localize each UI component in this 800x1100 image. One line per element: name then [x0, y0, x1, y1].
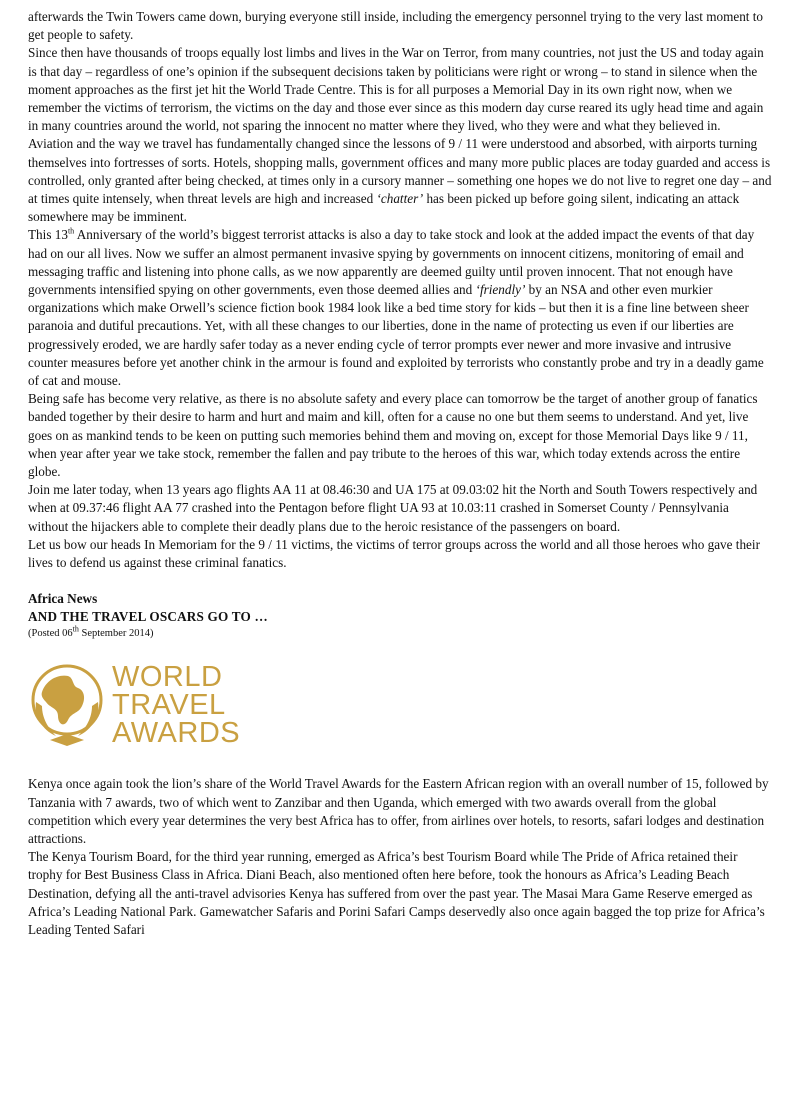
article-title: AND THE TRAVEL OSCARS GO TO … [28, 609, 268, 625]
paragraph-aviation [28, 135, 772, 226]
article-body [28, 775, 772, 939]
logo-line-world: WORLD [112, 661, 223, 694]
paragraph-aviation-text-end: has been picked up before going silent, indicating an attack somewhere may be imminent. [28, 191, 740, 225]
chatter-italic: ‘chatter’ [376, 191, 424, 207]
document-page [28, 8, 772, 939]
paragraph-anniversary [28, 226, 772, 390]
paragraph-twin-towers: afterwards the Twin Towers came down, burying everyone still inside, including the emergency personnel trying to the very last moment to get people to safety. [28, 9, 764, 43]
anniversary-prefix: This 13 [28, 227, 68, 243]
section-heading: Africa News [28, 591, 98, 607]
posted-suffix: September 2014) [78, 628, 154, 640]
anniversary-text-end: by an NSA and other even murkier organizations which make Orwell’s science fiction book 1984 look like a bed time story for kids – but then it is a fine line between sheer paranoia and dutiful precautions. Yet, with all these changes to our liberties, done in the name of protecting us even if our liberties are progressively eroded, we are hardly safer today as a never ending cycle of terror prompts ever newer and more invasive and intrusive counter measures before yet another chink in the armour is found and exploited by terrorists who constantly probe and try in a deadly game of cat and mouse. [28, 282, 764, 389]
paragraph-war-on-terror: Since then have thousands of troops equally lost limbs and lives in the War on Terror, from many countries, not just the US and today again is that day – regardless of one’s opinion if the subsequent decisions taken by politicians were right or wrong – to stand in silence when the moment approaches as the first jet hit the World Trade Centre. This is for all purposes a Memorial Day in its own right now, when we remember the victims of terrorism, the victims on the day and those ever since as this modern day curse reared its ugly head time and again in many countries around the world, not sparing the innocent no matter where they lived, who they were and what they believed in. [28, 45, 764, 134]
friendly-italic: ‘friendly’ [475, 282, 526, 298]
paragraph-aviation-text: Aviation and the way we travel has fundamentally changed since the lessons of 9 / 11 were understood and absorbed, with airports turning themselves into fortresses of sorts. Hotels, shopping malls, government offices and many more public places are today guarded and access is controlled, only granted after being checked, at times only in a cursory manner – something one hopes we do not live to regret one day – and at times quite intensely, when threat levels are high and increased [28, 136, 772, 207]
logo-line-travel: TRAVEL [112, 689, 226, 722]
world-travel-awards-logo [28, 657, 258, 753]
posted-date [28, 626, 772, 641]
globe-with-faces-icon [28, 662, 106, 748]
posted-prefix: (Posted 06 [28, 628, 73, 640]
logo-line-awards: AWARDS [112, 717, 241, 750]
anniversary-ordinal: th [67, 227, 75, 237]
africa-news-header [28, 590, 772, 641]
posted-ordinal: th [72, 624, 79, 634]
paragraph-being-safe: Being safe has become very relative, as there is no absolute safety and every place can tomorrow be the target of another group of fanatics banded together by their desire to harm and hurt and maim and kill, often for a cause no one but them seems to understand. And yet, live goes on as mankind tends to be keen on putting such memories behind them and moving on, except for those Memorial Days like 9 / 11, when year after year we take stock, remember the fallen and pay tribute to the heroes of this war, which today extends across the entire globe. [28, 391, 758, 480]
paragraph-flights: Join me later today, when 13 years ago flights AA 11 at 08.46:30 and UA 175 at 09.03:02 hit the North and South Towers respectively and when at 09.37:46 flight AA 77 crashed into the Pentagon before flight UA 93 at 10.03:11 crashed in Somerset County / Pennsylvania without the hijackers able to complete their deadly plans due to the heroic resistance of the passengers on board. [28, 482, 758, 534]
paragraph-kenya-awards: Kenya once again took the lion’s share of the World Travel Awards for the Eastern African region with an overall number of 15, followed by Tanzania with 7 awards, two of which went to Zanzibar and then Uganda, which emerged with two awards overall from the global competition which every year determines the very best Africa has to offer, from airlines over hotels, to resorts, safari lodges and destination attractions. [28, 776, 769, 846]
paragraph-tourism-board: The Kenya Tourism Board, for the third year running, emerged as Africa’s best Tourism Board while The Pride of Africa retained their trophy for Best Business Class in Africa. Diani Beach, also mentioned often here before, took the honours as Africa’s Leading Beach Destination, defying all the anti-travel advisories Kenya has suffered from over the past year. The Masai Mara Game Reserve emerged as Africa’s Leading National Park. Gamewatcher Safaris and Porini Safari Camps deservedly also once again bagged the top prize for Africa’s Leading Tented Safari [28, 849, 765, 937]
anniversary-text: Anniversary of the world’s biggest terrorist attacks is also a day to take stock and look at the added impact the events of that day had on our all lives. Now we suffer an almost permanent invasive spying by governments on innocent citizens, monitoring of email and messaging traffic and listening into phone calls, as we now apparently are deemed guilty until proven innocent. That not enough have governments intensified spying on other governments, even those deemed allies and [28, 227, 755, 298]
paragraph-memoriam: Let us bow our heads In Memoriam for the 9 / 11 victims, the victims of terror groups across the world and all those heroes who gave their lives to defend us against these criminal fanatics. [28, 536, 760, 571]
logo-wordmark [112, 661, 241, 750]
